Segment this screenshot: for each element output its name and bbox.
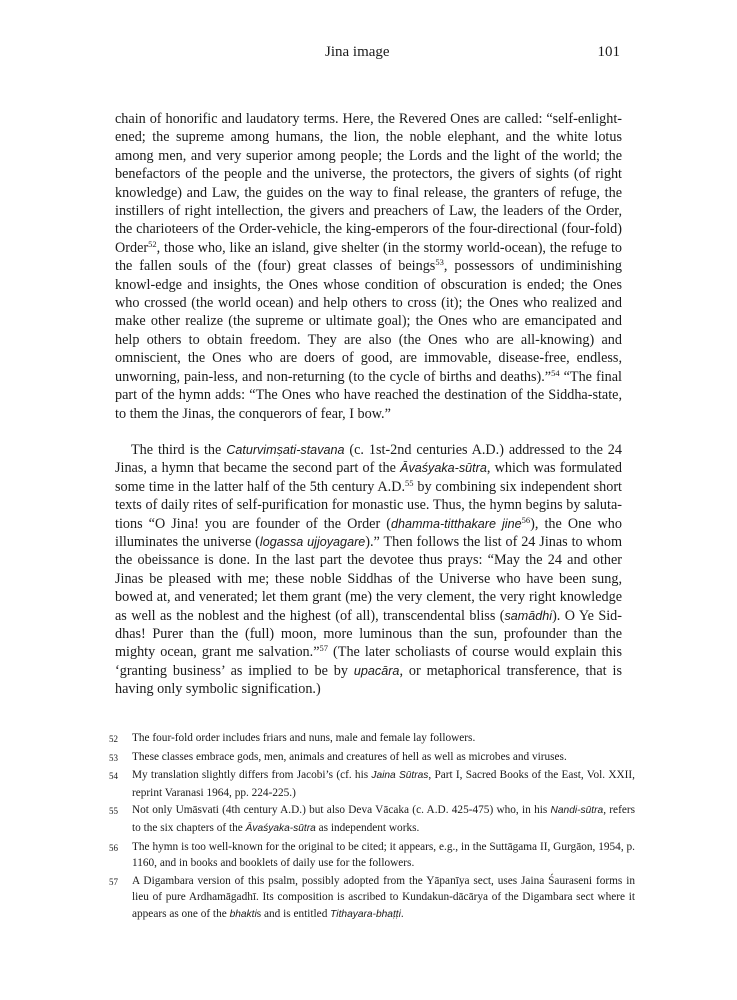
paragraph-caturvimsati-stavana xyxy=(115,441,622,699)
footnote-52 xyxy=(109,730,635,748)
term-italic: Āvaśyaka-sūtra xyxy=(245,822,316,834)
footnote-ref-54: 54 xyxy=(551,367,560,378)
main-text xyxy=(115,110,622,699)
text-run: Not only Umāsvati (4th century A.D.) but also Deva Vācaka (c. A.D. 425-475) who, in his xyxy=(132,804,551,817)
term-italic: dhamma-titthakare jine xyxy=(390,516,522,531)
footnote-text xyxy=(132,767,635,801)
footnote-text: These classes embrace gods, men, animals and creatures of hell as well as microbes and viruses. xyxy=(132,750,567,763)
footnote-53 xyxy=(109,749,635,767)
text-run: “The final part of the hymn adds: “The Ones who have reached the destination of the Siddha-state, to them the Jinas, the conquerors of fear, I bow.” xyxy=(115,368,622,422)
term-italic: Āvaśyaka-sūtra xyxy=(400,461,487,476)
footnote-number: 57 xyxy=(109,876,118,887)
term-italic: upacāra xyxy=(353,663,400,678)
footnote-ref-56: 56 xyxy=(521,514,531,525)
text-run: , Part I, Sacred Books of the East, Vol. XXII, reprint Varanasi 1964, pp. 224-225.) xyxy=(132,769,635,799)
text-run: as independent works. xyxy=(315,821,420,834)
text-run: , refers to the six chapters of the xyxy=(132,804,636,834)
term-italic: bhakti xyxy=(229,908,257,920)
footnote-ref-52: 52 xyxy=(148,238,157,249)
footnote-text xyxy=(132,802,635,837)
text-run: A Digambara version of this psalm, possibly adopted from the Yāpanīya sect, uses Jaina Śauraseni forms in lieu of pure Ardhamāgadhī. Its composition is ascribed to Kundakun-dācārya of the Digambara sect where it appears as one of the xyxy=(132,874,635,920)
text-run: My translation slightly differs from Jacobi’s (cf. his xyxy=(132,769,372,782)
footnote-text: The four-fold order includes friars and nuns, male and female lay followers. xyxy=(132,732,476,744)
term-italic: samādhi xyxy=(504,608,553,623)
footnote-57 xyxy=(109,873,635,924)
term-italic: Caturvimṣati-stavana xyxy=(226,442,345,457)
text-run: by combining six independent short texts of daily rites of self-purification for monastic use. Thus, the hymn begins by saluta-tions “O Jina! you are founder of the Order ( xyxy=(115,478,622,532)
text-run: s and is entitled xyxy=(256,907,331,920)
text-run: , those who, like an island, give shelter (in the stormy world-ocean), the refuge to the fallen souls of the (four) great classes of beings xyxy=(115,239,622,275)
term-italic: Nandi-sūtra xyxy=(550,805,604,817)
page-number: 101 xyxy=(597,44,620,60)
text-run: (c. 1st-2nd centuries A.D.) addressed to the 24 Jinas, a hymn that became the second part of the xyxy=(115,441,622,477)
text-run: ). O Ye Sid-dhas! Purer than the (full) moon, more luminous than the sun, profounder than the mighty ocean, grant me salvation.” xyxy=(115,607,622,661)
text-run: ).” Then follows the list of 24 Jinas to whom the obeissance is done. In the last part the devotee thus prays: “May the 24 and other Jinas be pleased with me; these noble Siddhas of the Universe who have been sung, bowed at, and venerated; let them grant (me) the very clement, the very right knowledge as well as the noblest and the highest (of all), transcendental bliss ( xyxy=(115,533,622,624)
footnote-number: 55 xyxy=(109,806,118,817)
text-run: The third is the xyxy=(131,441,227,458)
text-run: chain of honorific and laudatory terms. Here, the Revered Ones are called: “self-enlight-ened; the supreme among humans, the lion, the noble elephant, and the white lotus among men, and very superior among people; the Lords and the light of the world; the benefactors of the people and the universe, the protectors, the givers of sights (of right knowledge) and Law, the guides on the way to final release, the granters of refuge, the instillers of right intellection, the givers and preachers of Law, the leaders of the Order, the charioteers of the Order-vehicle, the king-emperors of the four-directional (four-fold) Order xyxy=(115,111,622,256)
text-run: , possessors of undiminishing knowl-edge and insights, the Ones whose condition of obscuration is ended; the Ones who crossed (the world ocean) and help others to cross (it); the Ones who realized and make other realize (the supreme or ultimate goal); the Ones who are emancipated and help others to obtain freedom. They are also (the Ones who are all-knowing) and omniscient, the Ones who are doers of good, are immovable, disease-free, endless, unworning, pain-less, and non-returning (to the cycle of births and deaths).” xyxy=(115,258,622,385)
text-run: , which was formulated some time in the latter half of the 5th century A.D. xyxy=(115,460,622,495)
footnote-55 xyxy=(109,802,635,837)
text-run: , or metaphorical transference, that is having only symbolic signification.) xyxy=(115,662,623,698)
footnote-ref-57: 57 xyxy=(319,643,329,654)
running-title: Jina image xyxy=(325,44,390,60)
term-italic: Jaina Sūtras xyxy=(371,770,429,782)
text-run: (The later scholiasts of course would explain this ‘granting business’ as implied to be by xyxy=(115,644,622,679)
running-header xyxy=(115,44,620,66)
footnote-54 xyxy=(109,767,635,801)
footnote-number: 53 xyxy=(109,752,118,763)
footnotes xyxy=(109,730,635,925)
footnote-text: The hymn is too well-known for the original to be cited; it appears, e.g., in the Suttāgama II, Gurgāon, 1954, p. 1160, and in books and booklets of daily use for the followers. xyxy=(132,840,635,870)
footnote-number: 54 xyxy=(109,771,118,782)
footnote-56 xyxy=(109,839,635,872)
text-run: ), the One who illuminates the universe ( xyxy=(115,515,622,550)
footnote-text xyxy=(132,873,635,924)
footnote-ref-53: 53 xyxy=(435,257,444,268)
term-italic: Tithayara-bhaṭṭi xyxy=(330,908,401,920)
text-run: . xyxy=(400,907,404,920)
term-italic: logassa ujjoyagare xyxy=(259,534,366,549)
footnote-number: 52 xyxy=(109,734,118,744)
footnote-ref-55: 55 xyxy=(405,477,414,488)
paragraph-hymn-epithets xyxy=(115,110,622,423)
footnote-number: 56 xyxy=(109,842,118,853)
